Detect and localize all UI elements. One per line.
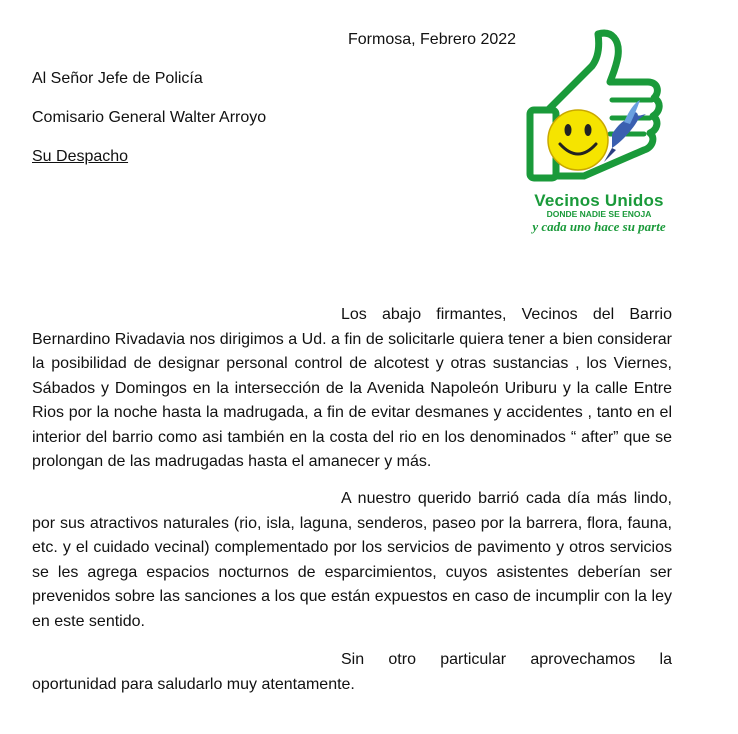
logo-subtitle: DONDE NADIE SE ENOJA <box>546 209 652 219</box>
thumbs-up-icon <box>520 26 670 196</box>
recipient-title: Al Señor Jefe de Policía <box>32 70 203 87</box>
logo-title: Vecinos Unidos <box>534 191 664 210</box>
logo-tagline: y cada uno hace su parte <box>532 219 666 234</box>
vecinos-unidos-logo <box>520 26 670 236</box>
paragraph-line: interior del barrio como asi también en la costa del rio en los denominados “ after” que se <box>32 428 672 446</box>
paragraph-request <box>32 303 672 475</box>
paragraph-line: prolongan de las madrugadas hasta el amanecer y más. <box>32 453 432 470</box>
paragraph-line: A nuestro querido barrió cada día más lindo, <box>341 490 672 507</box>
paragraph-line: Sábados y Domingos en la intersección de la Avenida Napoleón Uriburu y la calle Entre <box>32 379 672 397</box>
paragraph-line: Rios por la noche hasta la madrugada, a fin de evitar desmanes y accidentes , tanto en el <box>32 404 672 421</box>
paragraph-line: etc. y el cuidado vecinal) complementado por los servicios de pavimento y otros servicios <box>32 539 672 556</box>
paragraph-closing <box>32 648 672 697</box>
letter-date: Formosa, Febrero 2022 <box>348 31 517 48</box>
paragraph-line: por sus atractivos naturales (rio, isla, laguna, senderos, paseo por la barrera, flora, fauna, <box>32 514 672 532</box>
paragraph-line: en este sentido. <box>32 612 145 630</box>
paragraph-line: la posibilidad de designar personal control de alcotest y otras sustancias , los Viernes, <box>32 355 672 372</box>
recipient-office: Su Despacho <box>32 148 129 165</box>
paragraph-line: Sin otro particular aprovechamos la <box>341 651 672 668</box>
paragraph-line: Bernardino Rivadavia nos dirigimos a Ud. a fin de solicitarle quiera tener a bien considerar <box>32 330 672 348</box>
paragraph-neighborhood <box>32 487 672 634</box>
smiley-face-icon <box>548 110 608 170</box>
paragraph-line: prevenidos sobre las sanciones a los que están expuestos en caso de incumplir con la ley <box>32 588 672 605</box>
paragraph-line: Los abajo firmantes, Vecinos del Barrio <box>341 306 672 323</box>
recipient-name: Comisario General Walter Arroyo <box>32 109 267 126</box>
paragraph-line: oportunidad para saludarlo muy atentamente. <box>32 675 355 693</box>
paragraph-line: se les agrega espacios nocturnos de esparcimientos, cuyos asistentes deberían ser <box>32 563 672 581</box>
